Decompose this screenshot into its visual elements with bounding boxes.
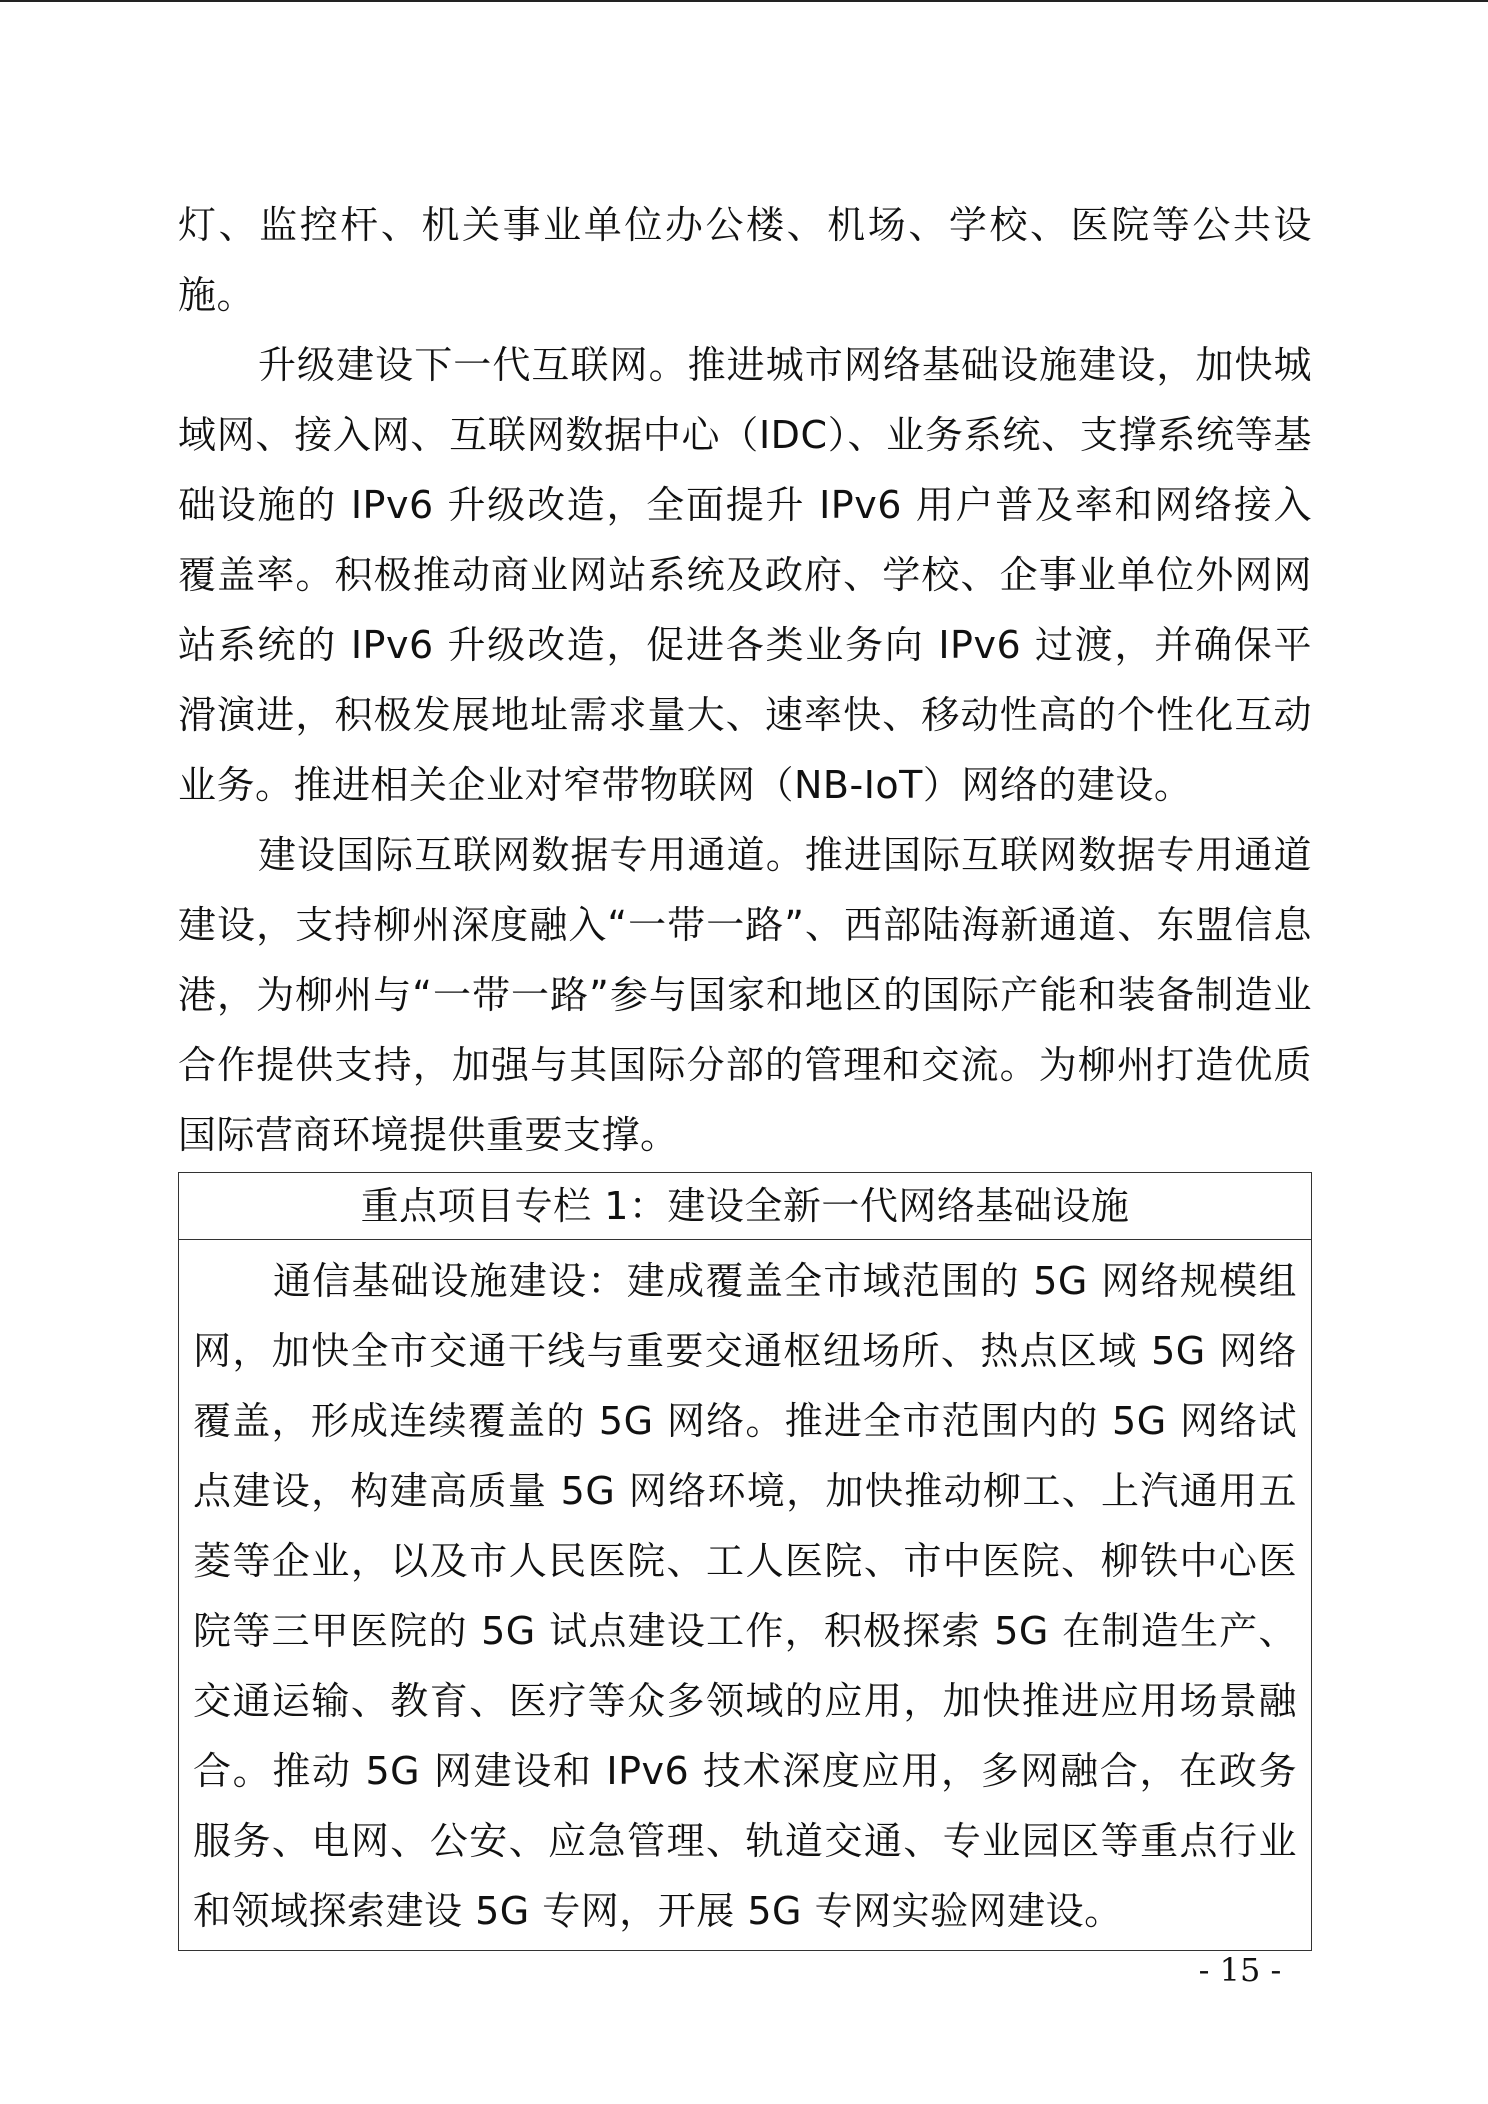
paragraph-next-gen-internet: 升级建设下一代互联网。推进城市网络基础设施建设，加快城域网、接入网、互联网数据中心（IDC）、业务系统、支撑系统等基础设施的 IPv6 升级改造，全面提升 IPv6 用户普及率和网络接入覆盖率。积极推动商业网站系统及政府、学校、企事业单位外网网站系统的 IPv6 升级改造，促进各类业务向 IPv6 过渡，并确保平滑演进，积极发展地址需求量大、速率快、移动性高的个性化互动业务。推进相关企业对窄带物联网（NB-IoT）网络的建设。 <box>178 343 1312 807</box>
paragraph-international-channel: 建设国际互联网数据专用通道。推进国际互联网数据专用通道建设，支持柳州深度融入“一带一路”、西部陆海新通道、东盟信息港，为柳州与“一带一路”参与国家和地区的国际产能和装备制造业合作提供支持，加强与其国际分部的管理和交流。为柳州打造优质国际营商环境提供重要支撑。 <box>178 833 1312 1157</box>
key-project-box <box>178 1172 1312 1951</box>
document-content <box>178 190 1312 1951</box>
key-project-box-title: 重点项目专栏 1：建设全新一代网络基础设施 <box>179 1173 1311 1240</box>
key-project-box-body: 通信基础设施建设：建成覆盖全市域范围的 5G 网络规模组网，加快全市交通干线与重要交通枢纽场所、热点区域 5G 网络覆盖，形成连续覆盖的 5G 网络。推进全市范围内的 5G 网络试点建设，构建高质量 5G 网络环境，加快推动柳工、上汽通用五菱等企业，以及市人民医院、工人医院、市中医院、柳铁中心医院等三甲医院的 5G 试点建设工作，积极探索 5G 在制造生产、交通运输、教育、医疗等众多领域的应用，加快推进应用场景融合。推动 5G 网建设和 IPv6 技术深度应用，多网融合，在政务服务、电网、公安、应急管理、轨道交通、专业园区等重点行业和领域探索建设 5G 专网，开展 5G 专网实验网建设。 <box>193 1259 1297 1933</box>
top-border-line <box>0 0 1488 2</box>
paragraph-continuation: 灯、监控杆、机关事业单位办公楼、机场、学校、医院等公共设施。 <box>178 203 1312 317</box>
page-number: - 15 - <box>1198 1951 1282 1989</box>
